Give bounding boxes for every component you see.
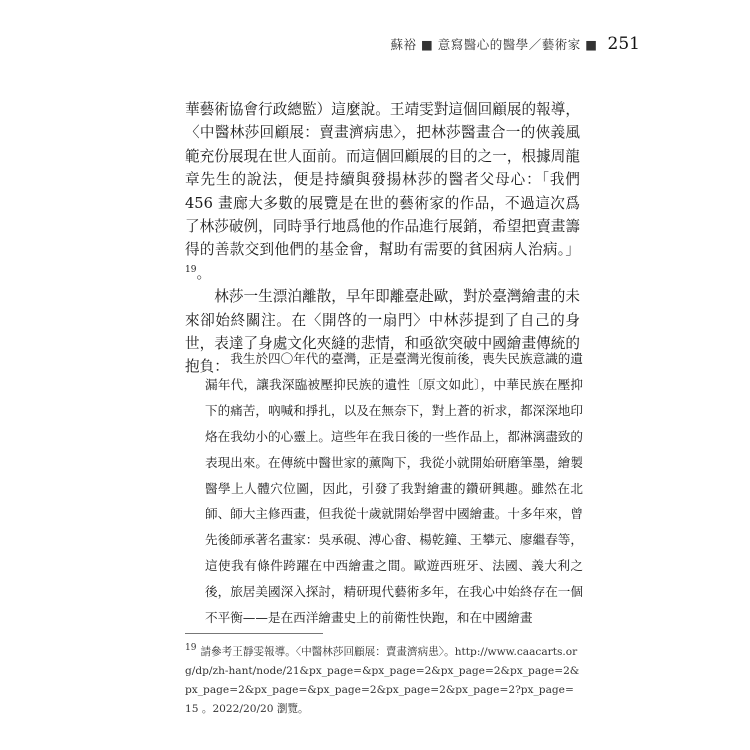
- footnote-number: 19: [185, 643, 197, 654]
- paragraph-1: [185, 98, 580, 285]
- footnote: [185, 643, 580, 719]
- footnote-divider: [185, 633, 323, 634]
- block-quote: 我生於四〇年代的臺灣，正是臺灣光復前後，喪失民族意識的遺漏年代，讓我深臨被壓抑民族的遺性〔原文如此〕，中華民族在壓抑下的痛苦，吶喊和掙扎，以及在無奈下，對上蒼的祈求，都深深地印烙在我幼小的心靈上。這些年在我日後的一些作品上，都淋漓盡致的表現出來。在傳統中醫世家的薰陶下，我從小就開始研磨筆墨，繪製醫學上人體穴位圖，因此，引發了我對繪畫的鑽研興趣。雖然在北師、師大主修西畫，但我從十歲就開始學習中國繪畫。十多年來，曾先後師承著名畫家：吳承硯、溥心畬、楊乾鐘、王攀元、廖繼春等，這使我有條件跨躍在中西繪畫之間。歐遊西班牙、法國、義大利之後，旅居美國深入探討，精研現代藝術多年，在我心中始終存在一個不平衡——是在西洋繪畫史上的前衛性快跑，和在中國繪畫: [205, 351, 583, 626]
- body-text: [185, 98, 580, 379]
- paragraph-1-text: 華藝術協會行政總監）這麼說。王靖雯對這個回顧展的報導，〈中醫林莎回顧展：賣畫濟病患〉，把林莎醫畫合一的俠義風範充份展現在世人面前。而這個回顧展的目的之一，根據周龍章先生的說法，便是持續與發揚林莎的醫者父母心：「我們 456 畫廊大多數的展覽是在世的藝術家的作品，不過這次爲了林莎破例，同時爭行地爲他的作品進行展銷，希望把賣畫籌得的善款交到他們的基金會，幫助有需要的貧困病人治病。」: [185, 101, 580, 259]
- footnote-text: 請參考王靜雯報導。〈中醫林莎回顧展：賣畫濟病患〉。http://www.caacarts.org/dp/zh-hant/node/21&px_page=&px_page=2&px_page=2&px_page=2&px_page=2&px_page=&px_page=2&px_page=2&px_page=2?px_page=15 。2022/20/20 瀏覽。: [185, 646, 580, 715]
- paragraph-2: 林莎一生漂泊離散，早年即離臺赴歐，對於臺灣繪畫的未來卻始終關注。在〈開啓的一扇門〉中林莎提到了自己的身世，表達了身處文化夾縫的悲情，和亟欲突破中國繪畫傳統的抱負：: [185, 288, 580, 376]
- page-number: 251: [607, 34, 640, 54]
- paragraph-1-end: 。: [196, 264, 212, 282]
- running-title: 蘇裕 ■ 意寫醫心的醫學／藝術家 ■: [390, 37, 598, 52]
- footnote-reference[interactable]: 19: [185, 264, 197, 275]
- page-header: [391, 34, 641, 54]
